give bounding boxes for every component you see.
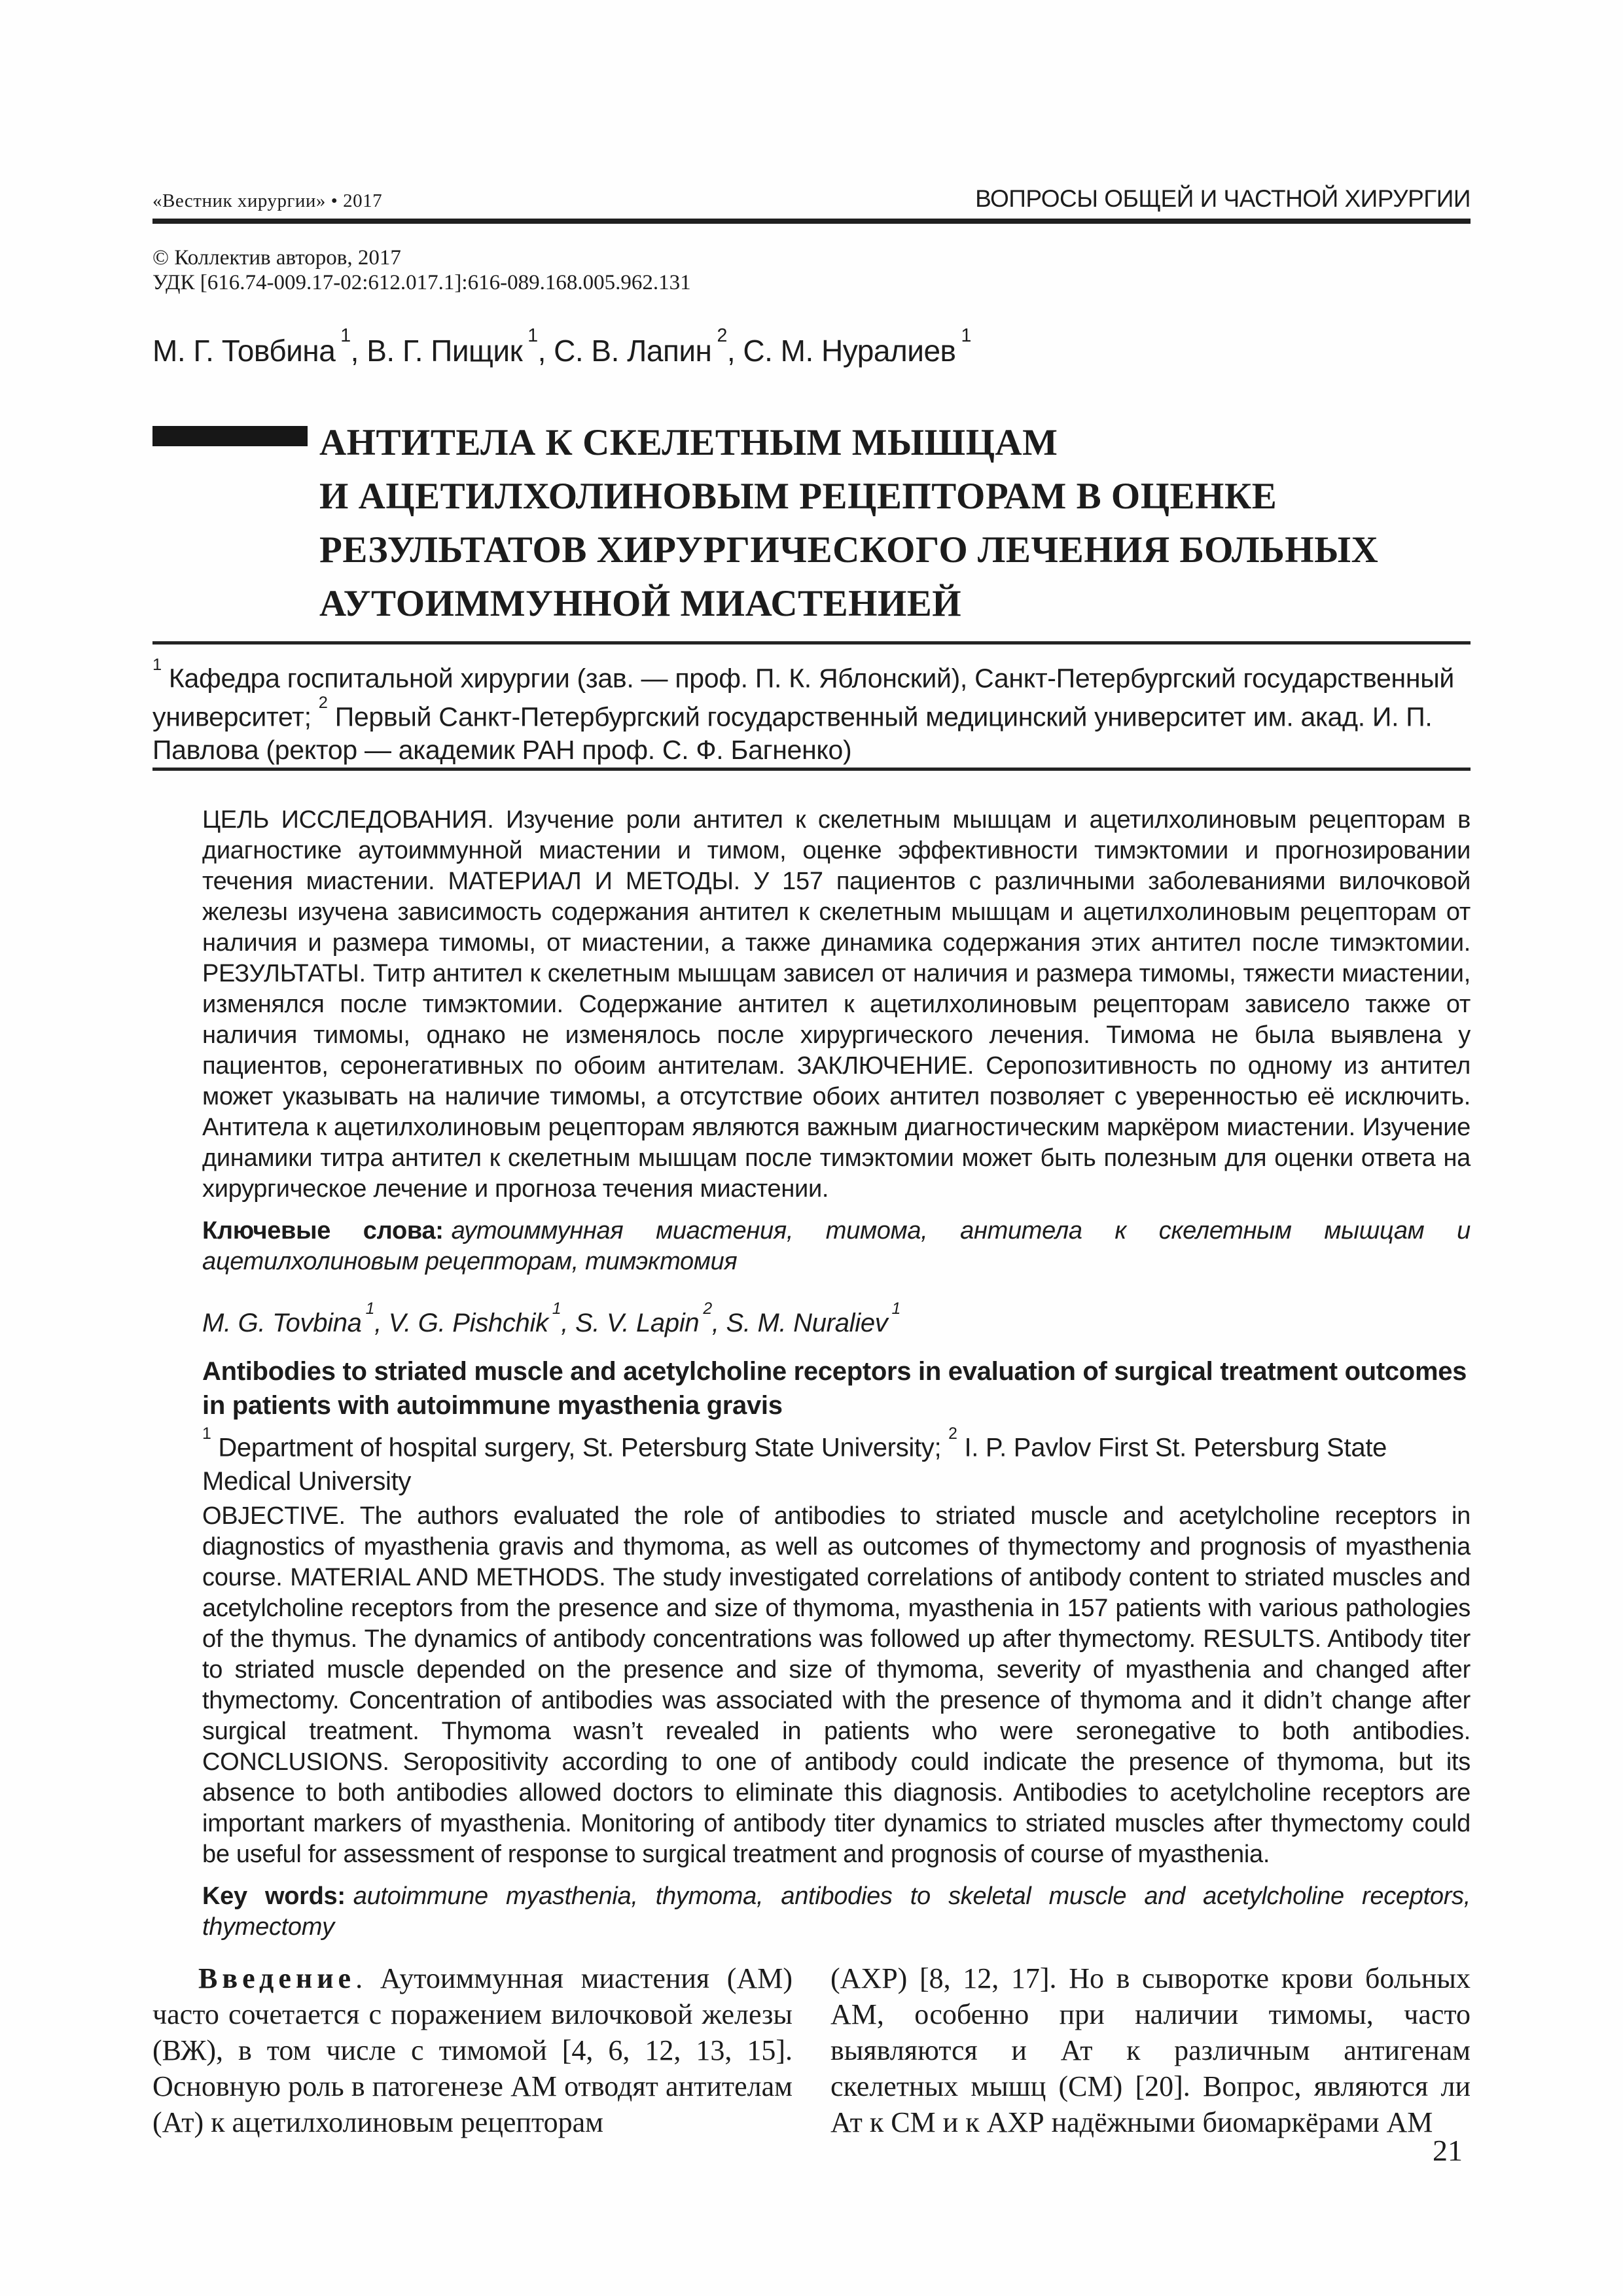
- author-affiliation-mark: 1: [961, 325, 971, 346]
- affiliation-part-2: Первый Санкт-Петербургский государственный медицинский университет им. акад. И. П. Павлова (ректор — академик РАН проф. С. Ф. Багненко): [152, 701, 1433, 765]
- page-number: 21: [1433, 2134, 1463, 2167]
- abstract-en: OBJECTIVE. The authors evaluated the role of antibodies to striated muscle and acetylcholine receptors in diagnostics of myasthenia gravis and thymoma, as well as outcomes of thymectomy and prognosis of myasthenia course. MATERIAL AND METHODS. The study investigated correlations of antibody content to striated muscles and acetylcholine receptors from the presence and size of thymoma, myasthenia in 157 patients with various pathologies of the thymus. The dynamics of antibody concentrations was followed up after thymectomy. RESULTS. Antibody titer to striated muscle depended on the presence and size of thymoma, severity of myasthenia and changed after thymectomy. Concentration of antibodies was associated with the presence of thymoma and it didn’t change after surgical treatment. Thymoma wasn’t revealed in patients who were seronegative to both antibodies. CONCLUSIONS. Seropositivity according to one of antibody could indicate the presence of thymoma, but its absence to both antibodies allowed doctors to eliminate this diagnosis. Antibodies to acetylcholine receptors are important markers of myasthenia. Monitoring of antibody titer dynamics to striated muscles after thymectomy could be useful for assessment of response to surgical treatment and prognosis of course of myasthenia.: [202, 1502, 1471, 1869]
- affiliation-text-en: [202, 1425, 1471, 1498]
- author-en: [388, 1300, 575, 1337]
- authors-line-ru: [152, 325, 1471, 368]
- affiliation-mark-2: 2: [948, 1424, 957, 1443]
- author-name: S. M. Nuraliev: [726, 1308, 888, 1337]
- author-name: V. G. Pishchik: [388, 1308, 548, 1337]
- intro-paragraph-right: (АХР) [8, 12, 17]. Но в сыворотке крови больных АМ, особенно при наличии тимомы, часто выявляются и Ат к различным антигенам скелетных мышц (СМ) [20]. Вопрос, являются ли Ат к СМ и к АХР надёжными биомаркёрами АМ: [830, 1962, 1471, 2139]
- author-affiliation-mark: 2: [717, 325, 727, 346]
- introduction-columns: [152, 1960, 1471, 2140]
- affiliation-section-ru: [152, 641, 1471, 770]
- title-line: РЕЗУЛЬТАТОВ ХИРУРГИЧЕСКОГО ЛЕЧЕНИЯ БОЛЬНЫХ: [319, 529, 1379, 571]
- keywords-ru-text: аутоиммунная миастения, тимома, антитела к скелетным мышцам и ацетилхолиновым рецепторам, тимэктомия: [202, 1216, 1471, 1275]
- journal-name: «Вестник хирургии» • 2017: [152, 190, 383, 211]
- affiliation-mark-1: 1: [202, 1424, 211, 1443]
- udk-line: УДК [616.74-009.17-02:612.017.1]:616-089.168.005.962.131: [152, 271, 691, 294]
- article-title-en: [202, 1354, 1471, 1422]
- keywords-ru: [202, 1216, 1471, 1277]
- author-affiliation-mark: 1: [365, 1300, 375, 1318]
- affiliation-mark-2: 2: [318, 694, 328, 713]
- author-ru: [152, 325, 367, 368]
- author-affiliation-mark: 1: [552, 1300, 562, 1318]
- author-separator: ,: [537, 334, 554, 368]
- author-name: С. В. Лапин: [554, 334, 712, 368]
- title-decorative-bar: [152, 426, 308, 446]
- title-line: Antibodies to striated muscle and acetylcholine receptors in evaluation of surgical treatment outcomes: [202, 1356, 1467, 1386]
- article-title-ru: [319, 416, 1378, 631]
- affiliation-part-1: Department of hospital surgery, St. Petersburg State University;: [211, 1433, 949, 1462]
- author-affiliation-mark: 1: [891, 1300, 901, 1318]
- author-name: В. Г. Пищик: [366, 334, 523, 368]
- author-en: [726, 1300, 901, 1337]
- author-en: [202, 1300, 389, 1337]
- author-ru: [743, 325, 971, 368]
- affiliation-part-1: Кафедра госпитальной хирургии (зав. — проф. П. К. Яблонский), Санкт-Петербургский государственный университет;: [152, 663, 1454, 732]
- keywords-ru-label: Ключевые слова:: [202, 1216, 444, 1245]
- author-separator: ,: [711, 1308, 726, 1337]
- author-separator: ,: [350, 334, 367, 368]
- affiliation-part-2: I. P. Pavlov First St. Petersburg State Medical University: [202, 1433, 1387, 1496]
- author-ru: [554, 325, 743, 368]
- author-separator: ,: [561, 1308, 575, 1337]
- page-content: [152, 0, 1471, 2140]
- affiliation-text-ru: [152, 656, 1471, 766]
- journal-section-title: ВОПРОСЫ ОБЩЕЙ И ЧАСТНОЙ ХИРУРГИИ: [975, 185, 1471, 212]
- title-line: И АЦЕТИЛХОЛИНОВЫМ РЕЦЕПТОРАМ В ОЦЕНКЕ: [319, 476, 1277, 518]
- author-affiliation-mark: 1: [340, 325, 351, 346]
- intro-column-left: [152, 1960, 793, 2140]
- author-separator: ,: [374, 1308, 389, 1337]
- running-header: [152, 185, 1471, 213]
- keywords-en: [202, 1881, 1471, 1943]
- title-line: АНТИТЕЛА К СКЕЛЕТНЫМ МЫШЦАМ: [319, 422, 1058, 464]
- authors-line-en: [202, 1302, 1471, 1339]
- author-affiliation-mark: 2: [703, 1300, 712, 1318]
- author-name: S. V. Lapin: [575, 1308, 700, 1337]
- abstract-ru: ЦЕЛЬ ИССЛЕДОВАНИЯ. Изучение роли антител к скелетным мышцам и ацетилхолиновым рецепторам в диагностике аутоиммунной миастении и тимом, оценке эффективности тимэктомии и прогнозировании течения миастении. МАТЕРИАЛ И МЕТОДЫ. У 157 пациентов с различными заболеваниями вилочковой железы изучена зависимость содержания антител к скелетным мышцам и ацетилхолиновым рецепторам от наличия и размера тимомы, от миастении, а также динамика содержания этих антител после тимэктомии. РЕЗУЛЬТАТЫ. Титр антител к скелетным мышцам зависел от наличия и размера тимомы, тяжести миастении, изменялся после тимэктомии. Содержание антител к ацетилхолиновым рецепторам зависело также от наличия тимомы, однако не изменялось после хирургического лечения. Тимома не была выявлена у пациентов, серонегативных по обоим антителам. ЗАКЛЮЧЕНИЕ. Серопозитивность по одному из антител может указывать на наличие тимомы, а отсутствие обоих антител позволяет с уверенностью её исключить. Антитела к ацетилхолиновым рецепторам являются важным диагностическим маркёром миастении. Изучение динамики титра антител к скелетным мышцам после тимэктомии может быть полезным для оценки ответа на хирургическое лечение и прогноза течения миастении.: [202, 805, 1471, 1203]
- header-rule: [152, 219, 1471, 224]
- author-ru: [366, 325, 554, 368]
- intro-paragraph-left: [152, 1960, 793, 2140]
- title-line: in patients with autoimmune myasthenia gravis: [202, 1390, 783, 1420]
- intro-lead-word: Введение: [198, 1962, 356, 1995]
- intro-left-text: . Аутоиммунная миастения (АМ) часто сочетается с поражением вилочковой железы (ВЖ), в том числе с тимомой [4, 6, 12, 13, 15]. Основную роль в патогенезе АМ отводят антителам (Ат) к ацетилхолиновым рецепторам: [152, 1962, 793, 2139]
- author-separator: ,: [726, 334, 743, 368]
- author-name: С. М. Нуралиев: [743, 334, 956, 368]
- author-affiliation-mark: 1: [527, 325, 538, 346]
- copyright-line: © Коллектив авторов, 2017: [152, 246, 401, 270]
- article-title-block: [152, 416, 1471, 631]
- author-name: М. Г. Товбина: [152, 334, 336, 368]
- keywords-en-label: Key words:: [202, 1882, 346, 1911]
- intro-column-right: [830, 1960, 1471, 2140]
- author-name: M. G. Tovbina: [202, 1308, 362, 1337]
- affiliation-mark-1: 1: [152, 655, 162, 674]
- title-line: АУТОИММУННОЙ МИАСТЕНИЕЙ: [319, 583, 962, 625]
- keywords-en-text: autoimmune myasthenia, thymoma, antibodies to skeletal muscle and acetylcholine receptors, thymectomy: [202, 1882, 1471, 1941]
- author-en: [575, 1300, 726, 1337]
- copyright-block: [152, 245, 1471, 295]
